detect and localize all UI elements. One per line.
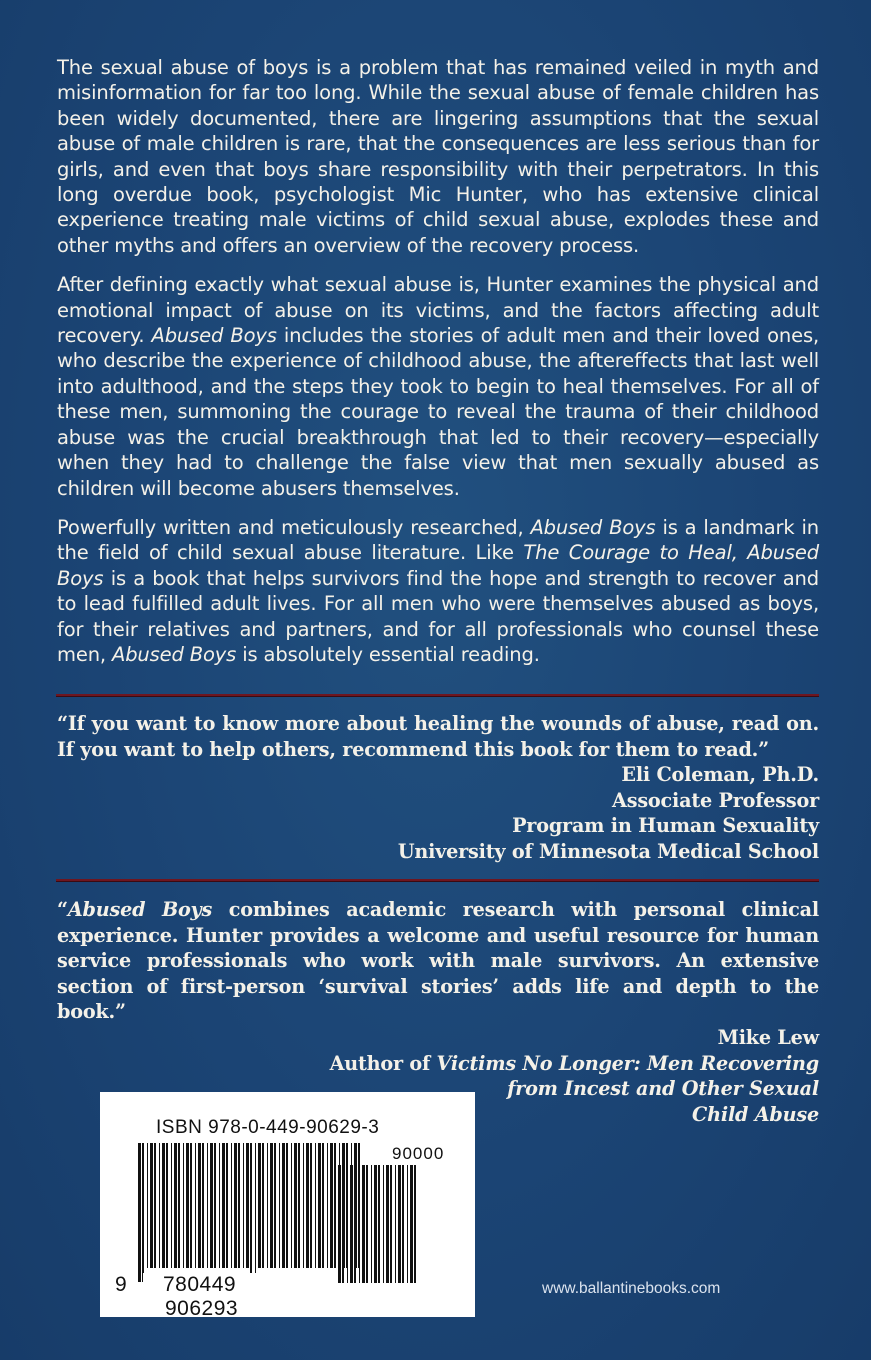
paragraph-text: Powerfully written and meticulously researched, xyxy=(57,515,531,539)
endorser-book-title: from Incest and Other Sexual xyxy=(507,1077,819,1101)
barcode-label xyxy=(100,1092,475,1320)
barcode-bar xyxy=(159,1143,160,1268)
endorser-name: Eli Coleman, Ph.D. xyxy=(621,763,819,787)
barcode-bar xyxy=(395,1165,396,1283)
barcode-bar xyxy=(402,1165,404,1283)
barcode-bar xyxy=(234,1143,237,1268)
barcode-bar xyxy=(294,1143,297,1268)
endorsement-body: combines academic research with personal clinical experience. Hunter provides a welcome and useful resource for human service professionals who work with male survivors. An extensive section of first-person ‘survival stories’ adds life and depth to the book.” xyxy=(57,898,819,1024)
barcode-bar xyxy=(171,1143,172,1268)
barcode-bar xyxy=(207,1143,208,1268)
barcode-bar xyxy=(274,1143,276,1268)
barcode-bar xyxy=(214,1143,216,1268)
barcode-bar xyxy=(318,1143,321,1268)
endorsement-text xyxy=(57,897,819,1025)
paragraph-text: is a landmark in the field of child sexual abuse literature. Like xyxy=(57,515,819,565)
barcode-bar xyxy=(255,1143,256,1282)
barcode-bar xyxy=(342,1165,344,1283)
barcode-bar xyxy=(386,1165,389,1283)
barcode-bar xyxy=(327,1143,328,1268)
barcode-bar xyxy=(166,1143,168,1268)
barcode-bar xyxy=(310,1143,312,1268)
barcode-bar xyxy=(190,1143,192,1268)
barcode-bar xyxy=(298,1143,300,1268)
paragraph-text: is a book that helps survivors find the hope and strength to recover and to lead fulfilled adult lives. For all men who were themselves abused as boys, for their relatives and partners, and for all professionals who counsel these men, xyxy=(57,566,819,666)
endorser-program: Program in Human Sexuality xyxy=(512,814,819,838)
barcode-bar xyxy=(371,1165,372,1283)
barcode-bar xyxy=(195,1143,196,1268)
barcode-bar xyxy=(147,1143,148,1268)
description-paragraph-1: The sexual abuse of boys is a problem that has remained veiled in myth and misinformation for far too long. While the sexual abuse of female children has been widely documented, there are lingering assumptions that the sexual abuse of male children is rare, that the consequences are less serious than for girls, and even that boys share responsibility with their perpetrators. In this long overdue book, psychologist Mic Hunter, who has extensive clinical experience treating male victims of child sexual abuse, explodes these and other myths and offers an overview of the recovery process. xyxy=(57,56,819,257)
barcode-bar xyxy=(243,1143,244,1268)
quote-mark: “ xyxy=(57,898,68,921)
paragraph-text: includes the stories of adult men and their loved ones, who describe the experience of childhood abuse, the aftereffects that last well into adulthood, and the steps they took to begin to heal themselves. For all of these men, summoning the courage to reveal the trauma of their childhood abuse was the crucial breakthrough that led to their recovery—especially when they had to challenge the false view that men sexually abused as children will become abusers themselves. xyxy=(57,324,819,500)
author-prefix: Author of xyxy=(329,1051,437,1075)
barcode-bar xyxy=(322,1143,324,1268)
book-title-mention: The Courage to Heal, Abused Boys xyxy=(57,541,820,590)
barcode-bar xyxy=(354,1165,356,1283)
divider-rule xyxy=(56,694,819,696)
endorser-book-title: Victims No Longer: Men Recovering xyxy=(436,1051,819,1075)
barcode-bar xyxy=(330,1143,333,1268)
barcode-bar xyxy=(154,1143,156,1268)
barcode-bar xyxy=(222,1143,225,1268)
barcode-bar xyxy=(174,1143,177,1268)
barcode-bar xyxy=(410,1165,413,1283)
barcode-bar xyxy=(378,1165,380,1283)
book-title-mention: Abused Boys xyxy=(112,642,237,666)
barcode-bar xyxy=(315,1143,316,1268)
barcode-bar xyxy=(238,1143,240,1268)
endorser-name: Mike Lew xyxy=(717,1025,819,1049)
barcode-bar xyxy=(362,1165,365,1283)
barcode-bar xyxy=(178,1143,180,1268)
barcode-bar xyxy=(142,1143,144,1282)
barcode-bar xyxy=(366,1165,368,1283)
barcode-bar xyxy=(258,1143,261,1268)
barcode-bar xyxy=(390,1165,392,1283)
barcode-bar xyxy=(198,1143,201,1268)
barcode-bar xyxy=(350,1165,353,1283)
barcode-bar xyxy=(383,1165,384,1283)
endorsement-coleman xyxy=(57,711,819,865)
barcode-bar xyxy=(267,1143,268,1268)
barcode-bar xyxy=(306,1143,309,1268)
barcode-bar xyxy=(414,1165,416,1283)
book-description xyxy=(57,55,819,667)
barcode-digits-right: 906293 xyxy=(165,1297,239,1320)
barcode-bar xyxy=(270,1143,273,1268)
barcode-bar xyxy=(374,1165,377,1283)
publisher-url: www.ballantinebooks.com xyxy=(542,1280,721,1297)
barcode-bar xyxy=(186,1143,189,1268)
barcode-bar xyxy=(338,1165,341,1283)
paragraph-text: is absolutely essential reading. xyxy=(236,642,540,666)
barcode-bar xyxy=(359,1165,360,1283)
endorser-credit xyxy=(57,1051,819,1077)
price-code: 90000 xyxy=(392,1144,445,1163)
barcode-digits xyxy=(115,1273,330,1320)
endorser-book-title: Child Abuse xyxy=(692,1102,819,1126)
description-paragraph-3 xyxy=(57,515,819,667)
isbn-number: ISBN 978-0-449-90629-3 xyxy=(156,1117,380,1138)
barcode-bar xyxy=(231,1143,232,1268)
price-barcode xyxy=(338,1165,420,1297)
barcode-bar xyxy=(334,1143,336,1268)
barcode-bar xyxy=(407,1165,408,1283)
barcode-bar xyxy=(246,1143,249,1268)
barcode-bar xyxy=(183,1143,184,1268)
barcode-bar xyxy=(162,1143,165,1268)
barcode-bar xyxy=(226,1143,228,1268)
barcode-bar xyxy=(150,1143,153,1268)
barcode-digits-left: 780449 xyxy=(163,1273,237,1296)
barcode-bar xyxy=(138,1143,141,1282)
barcode-bar xyxy=(210,1143,213,1268)
description-paragraph-2 xyxy=(57,272,819,501)
barcode-bar xyxy=(279,1143,280,1268)
barcode-bar xyxy=(347,1165,348,1283)
book-title-mention: Abused Boys xyxy=(530,515,656,539)
book-title-mention: Abused Boys xyxy=(151,324,277,348)
book-title-mention: Abused Boys xyxy=(67,898,213,921)
paragraph-text: After defining exactly what sexual abuse is, Hunter examines the physical and emotional impact of abuse on its victims, and the factors affecting adult recovery. xyxy=(57,273,819,348)
barcode-first-digit: 9 xyxy=(115,1273,128,1296)
barcode-bar xyxy=(282,1143,285,1268)
barcode-bar xyxy=(202,1143,204,1268)
barcode-bar xyxy=(291,1143,292,1268)
endorser-title: Associate Professor xyxy=(612,788,819,812)
divider-rule xyxy=(56,879,819,881)
ean13-barcode xyxy=(138,1143,364,1282)
barcode-bar xyxy=(219,1143,220,1268)
barcode-bar xyxy=(250,1143,252,1282)
endorser-institution: University of Minnesota Medical School xyxy=(397,839,819,863)
barcode-bar xyxy=(262,1143,264,1268)
barcode-bar xyxy=(286,1143,288,1268)
barcode-bar xyxy=(398,1165,401,1283)
endorsement-text: “If you want to know more about healing the wounds of abuse, read on. If you want to help others, recommend this book for them to read.” xyxy=(57,712,819,761)
barcode-bar xyxy=(303,1143,304,1268)
